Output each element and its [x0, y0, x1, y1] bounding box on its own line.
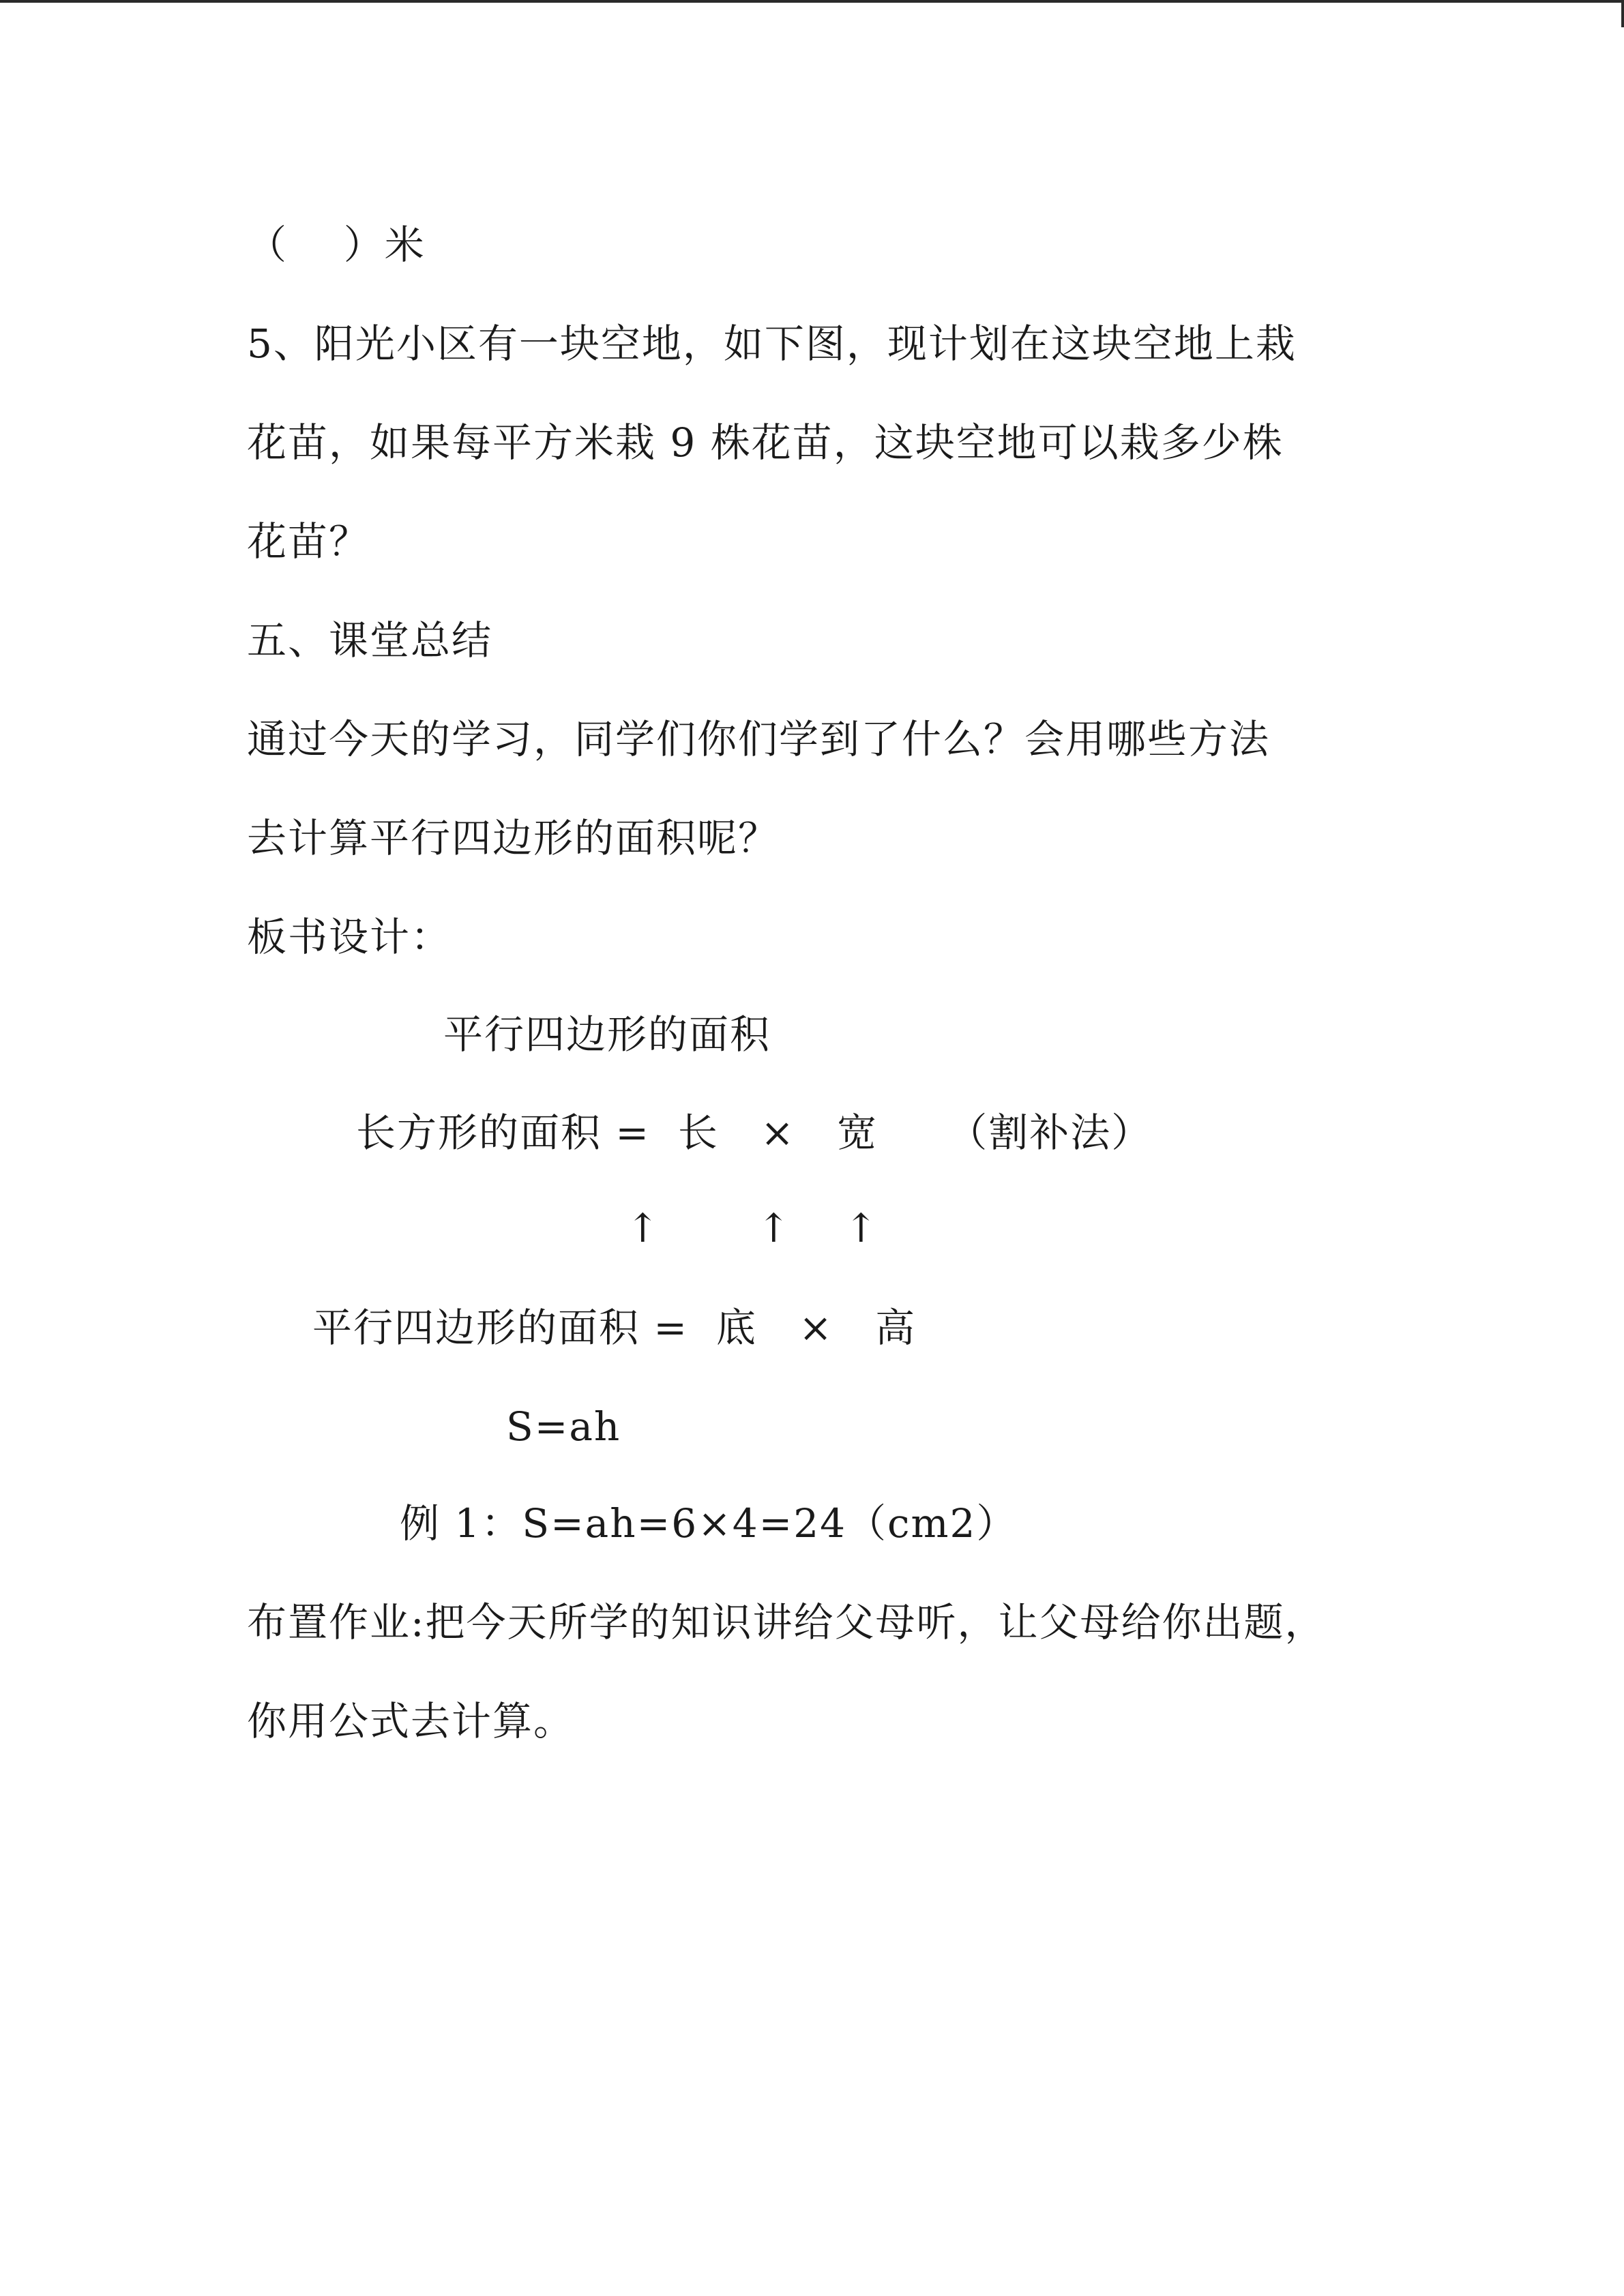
rectangle-area-formula: 长方形的面积 = 长 × 宽 （割补法） [356, 1109, 1153, 1156]
up-arrow-icon: ↑ [626, 1205, 660, 1251]
problem-5-line-2: 花苗，如果每平方米栽 9 株花苗，这块空地可以栽多少株 [247, 419, 1284, 466]
section-heading-summary: 五、课堂总结 [247, 617, 493, 664]
board-design-label: 板书设计： [247, 914, 452, 960]
summary-line-1: 通过今天的学习，同学们你们学到了什么？会用哪些方法 [247, 716, 1271, 762]
board-title: 平行四边形的面积 [443, 1011, 771, 1058]
page-top-border [0, 0, 1624, 3]
problem-5-line-1: 5、阳光小区有一块空地，如下图，现计划在这块空地上栽 [247, 320, 1297, 367]
homework-line-1: 布置作业:把今天所学的知识讲给父母听，让父母给你出题， [247, 1599, 1326, 1645]
answer-blank-line: （ ）米 [247, 222, 426, 268]
up-arrow-icon: ↑ [757, 1205, 791, 1251]
formula-s-equals-ah: S=ah [506, 1403, 621, 1450]
page-right-border [1621, 0, 1624, 27]
problem-5-line-3: 花苗？ [247, 518, 370, 565]
parallelogram-area-formula: 平行四边形的面积 = 底 × 高 [312, 1304, 917, 1351]
up-arrow-icon: ↑ [844, 1205, 878, 1251]
summary-line-2: 去计算平行四边形的面积呢？ [247, 815, 780, 861]
example-1-calculation: 例 1：S=ah=6×4=24（cm2） [400, 1500, 1018, 1547]
homework-line-2: 你用公式去计算。 [247, 1698, 575, 1744]
